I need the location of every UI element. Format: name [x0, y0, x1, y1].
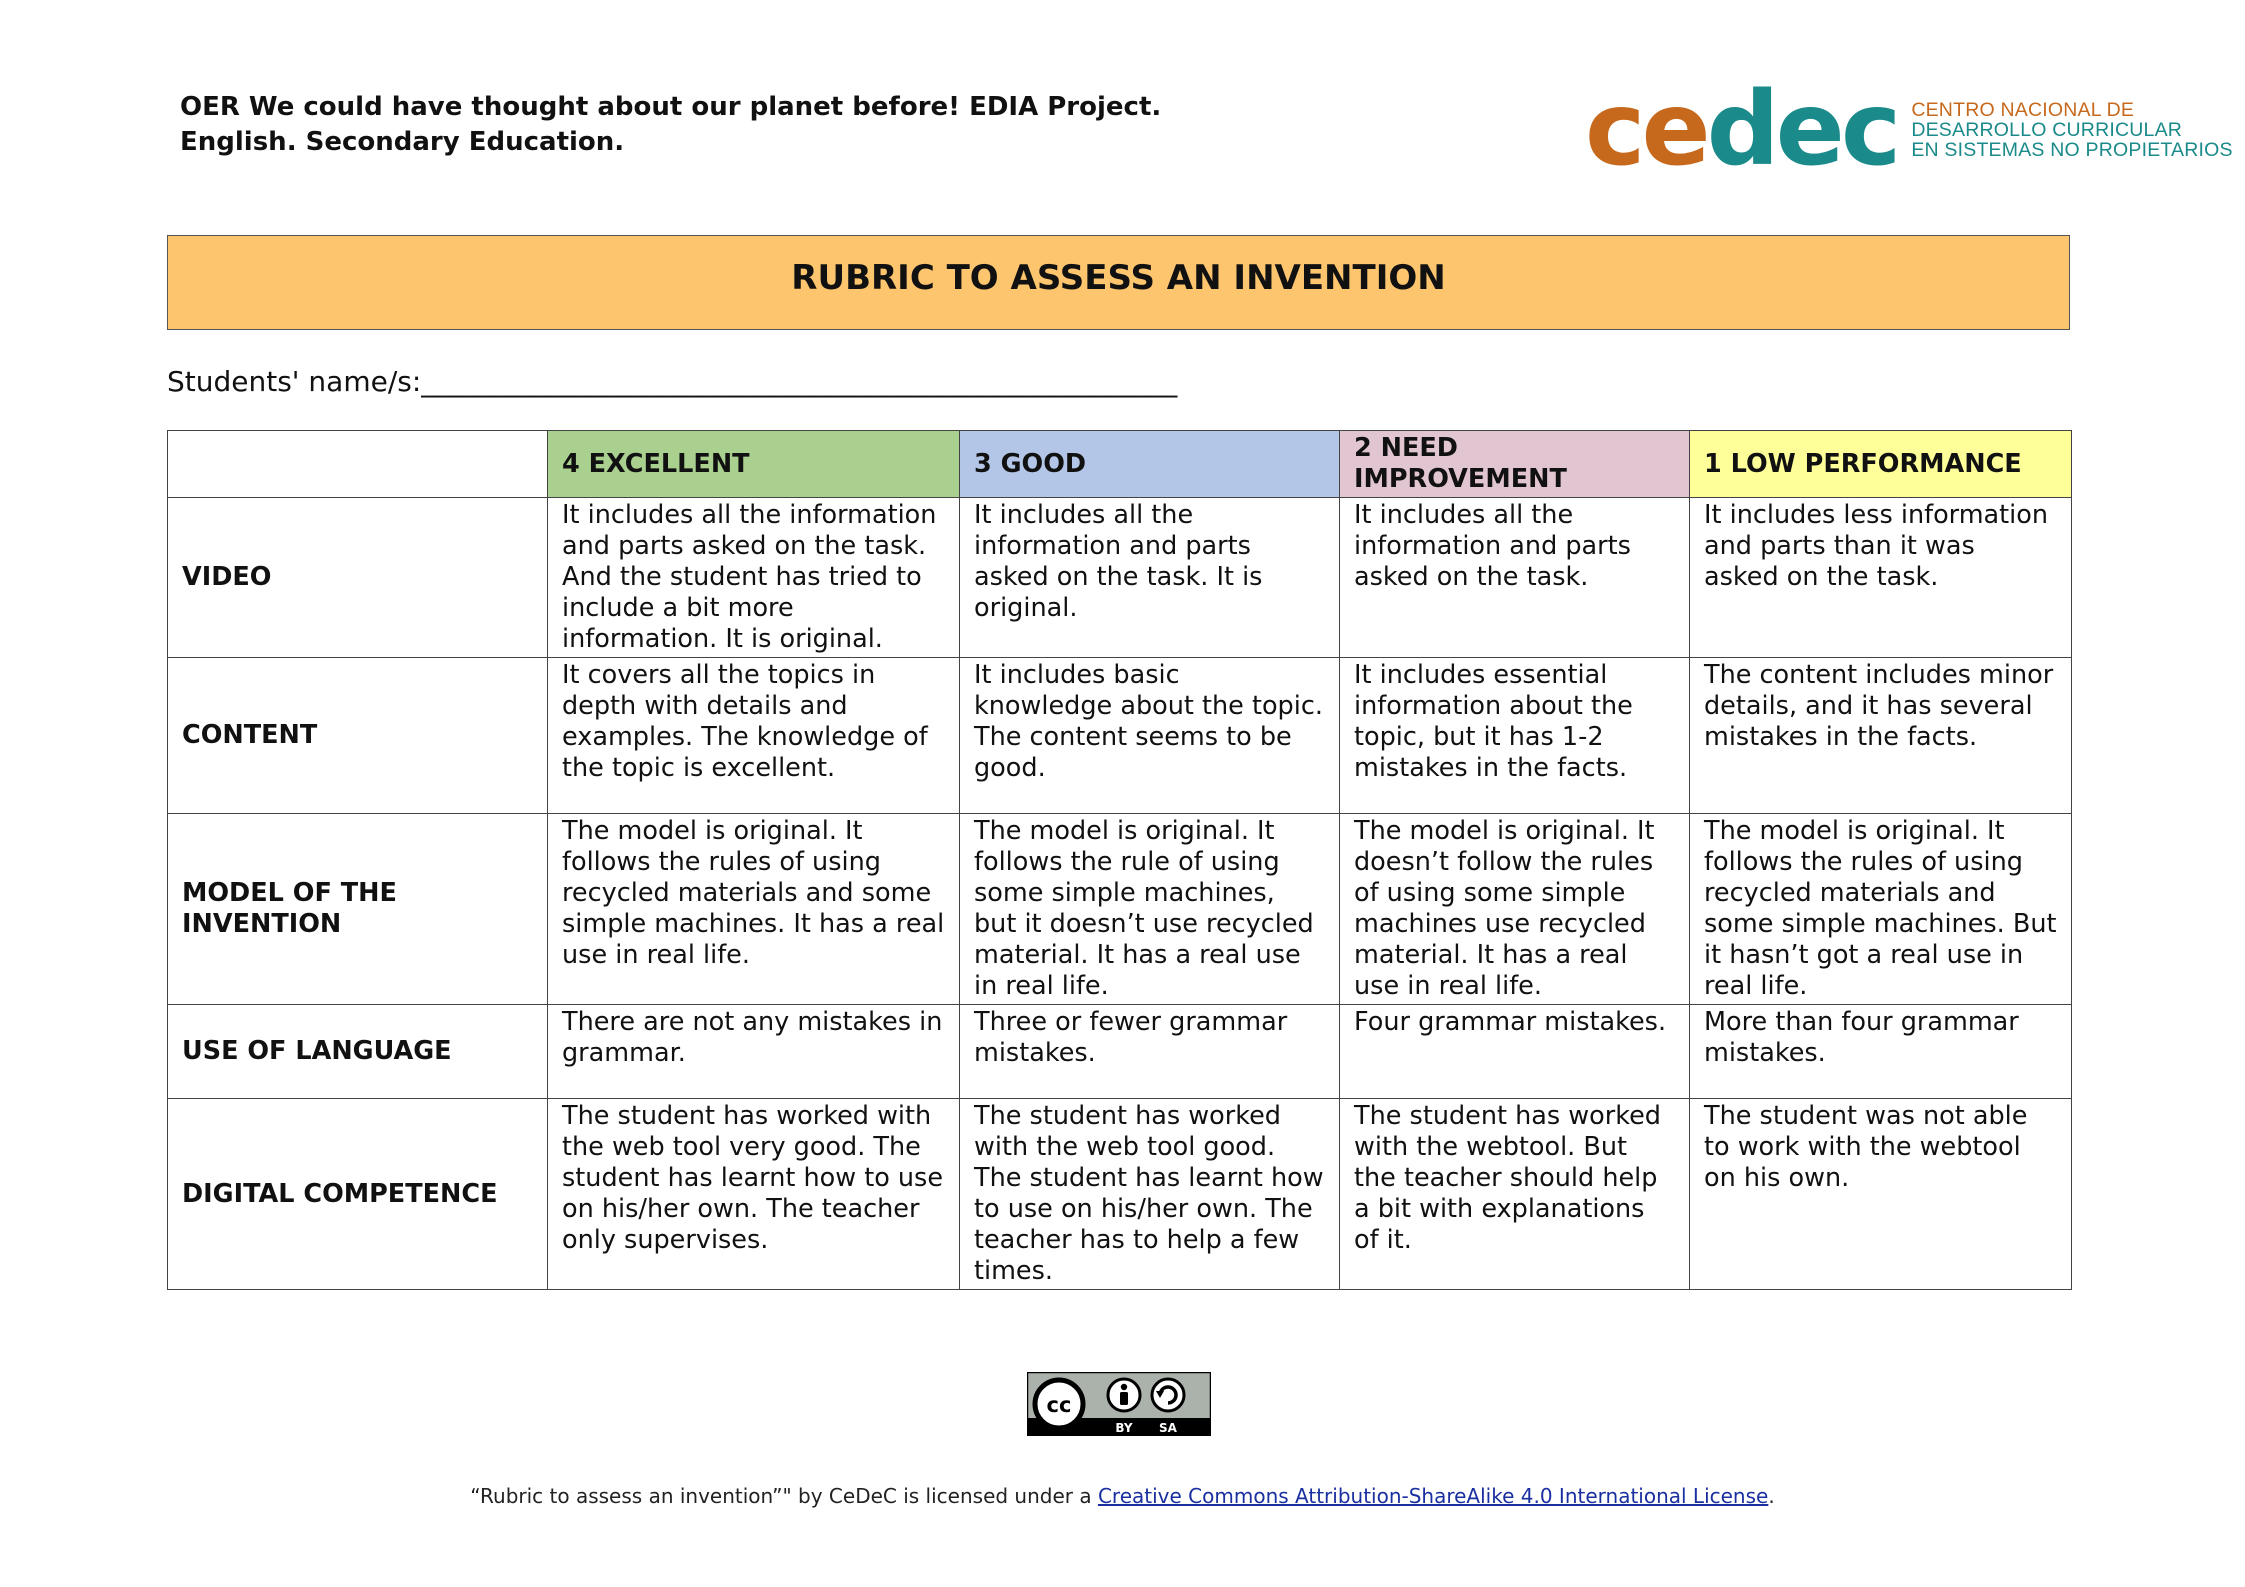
- rubric-header-row: [168, 431, 2072, 498]
- table-cell: Four grammar mistakes.: [1340, 1005, 1690, 1099]
- badge-by-label: BY: [1115, 1421, 1133, 1435]
- criterion-digital-competence: DIGITAL COMPETENCE: [168, 1099, 548, 1290]
- col-header-excellent: 4 EXCELLENT: [548, 431, 960, 498]
- share-alike-icon: [1152, 1379, 1184, 1411]
- logo-word-part2: dec: [1706, 70, 1898, 189]
- license-footer: [0, 1484, 2245, 1508]
- criterion-content: CONTENT: [168, 658, 548, 814]
- logo-sub-line-3: EN SISTEMAS NO PROPIETARIOS: [1911, 139, 2233, 161]
- col-header-good: 3 GOOD: [960, 431, 1340, 498]
- col-header-need-improvement: 2 NEED IMPROVEMENT: [1340, 431, 1690, 498]
- header-corner-cell: [168, 431, 548, 498]
- logo-sub-line-1: CENTRO NACIONAL DE: [1911, 99, 2135, 121]
- header-line-1: OER We could have thought about our planet before! EDIA Project.: [180, 92, 1162, 122]
- table-cell: The model is original. It follows the rules of using recycled materials and some simple machines. It has a real use in real life.: [548, 814, 960, 1005]
- table-cell: The content includes minor details, and it has several mistakes in the facts.: [1690, 658, 2072, 814]
- table-cell: The student has worked with the web tool very good. The student has learnt how to use on his/her own. The teacher only supervises.: [548, 1099, 960, 1290]
- criterion-video: VIDEO: [168, 498, 548, 658]
- logo-sub-line-2: DESARROLLO CURRICULAR: [1911, 119, 2183, 141]
- criterion-model: MODEL OF THE INVENTION: [168, 814, 548, 1005]
- document-header: [180, 90, 1161, 160]
- rubric-table: [167, 430, 2072, 1290]
- col-header-low-performance: 1 LOW PERFORMANCE: [1690, 431, 2072, 498]
- footer-prefix: “Rubric to assess an invention”" by CeDeC is licensed under a: [470, 1484, 1098, 1508]
- footer-suffix: .: [1768, 1484, 1775, 1508]
- license-link[interactable]: Creative Commons Attribution-ShareAlike 4.0 International License: [1097, 1484, 1769, 1508]
- table-cell: It includes essential information about the topic, but it has 1-2 mistakes in the facts.: [1340, 658, 1690, 814]
- table-cell: The model is original. It follows the rules of using recycled materials and some simple machines. But it hasn’t got a real use in real life.: [1690, 814, 2072, 1005]
- logo-word-part1: ce: [1585, 70, 1707, 189]
- cc-by-sa-badge[interactable]: [1027, 1372, 1211, 1436]
- table-cell: It covers all the topics in depth with details and examples. The knowledge of the topic is excellent.: [548, 658, 960, 814]
- cedec-logo: [1585, 70, 2233, 189]
- table-row: [168, 658, 2072, 814]
- table-row: [168, 814, 2072, 1005]
- header-line-2: English. Secondary Education.: [180, 127, 625, 157]
- table-cell: More than four grammar mistakes.: [1690, 1005, 2072, 1099]
- table-cell: Three or fewer grammar mistakes.: [960, 1005, 1340, 1099]
- students-name-field: Students' name/s:______________________________________________________: [167, 365, 1178, 398]
- table-cell: It includes less information and parts than it was asked on the task.: [1690, 498, 2072, 658]
- criterion-use-of-language: USE OF LANGUAGE: [168, 1005, 548, 1099]
- table-row: [168, 1099, 2072, 1290]
- logo-subtitle: [1911, 100, 2232, 160]
- table-cell: It includes basic knowledge about the topic. The content seems to be good.: [960, 658, 1340, 814]
- table-cell: It includes all the information and parts asked on the task.: [1340, 498, 1690, 658]
- table-row: [168, 1005, 2072, 1099]
- table-cell: The model is original. It follows the rule of using some simple machines, but it doesn’t use recycled material. It has a real use in real life.: [960, 814, 1340, 1005]
- table-cell: It includes all the information and parts asked on the task. It is original.: [960, 498, 1340, 658]
- table-cell: The student has worked with the web tool good. The student has learnt how to use on his/her own. The teacher has to help a few times.: [960, 1099, 1340, 1290]
- table-cell: The student has worked with the webtool. But the teacher should help a bit with explanations of it.: [1340, 1099, 1690, 1290]
- cc-logo-text: cc: [1046, 1393, 1072, 1417]
- table-cell: It includes all the information and parts asked on the task. And the student has tried to include a bit more information. It is original.: [548, 498, 960, 658]
- table-cell: The student was not able to work with the webtool on his own.: [1690, 1099, 2072, 1290]
- rubric-title: RUBRIC TO ASSESS AN INVENTION: [167, 235, 2070, 330]
- table-cell: The model is original. It doesn’t follow the rules of using some simple machines use recycled material. It has a real use in real life.: [1340, 814, 1690, 1005]
- table-row: [168, 498, 2072, 658]
- badge-sa-label: SA: [1159, 1421, 1177, 1435]
- table-cell: There are not any mistakes in grammar.: [548, 1005, 960, 1099]
- logo-wordmark: [1585, 70, 1898, 189]
